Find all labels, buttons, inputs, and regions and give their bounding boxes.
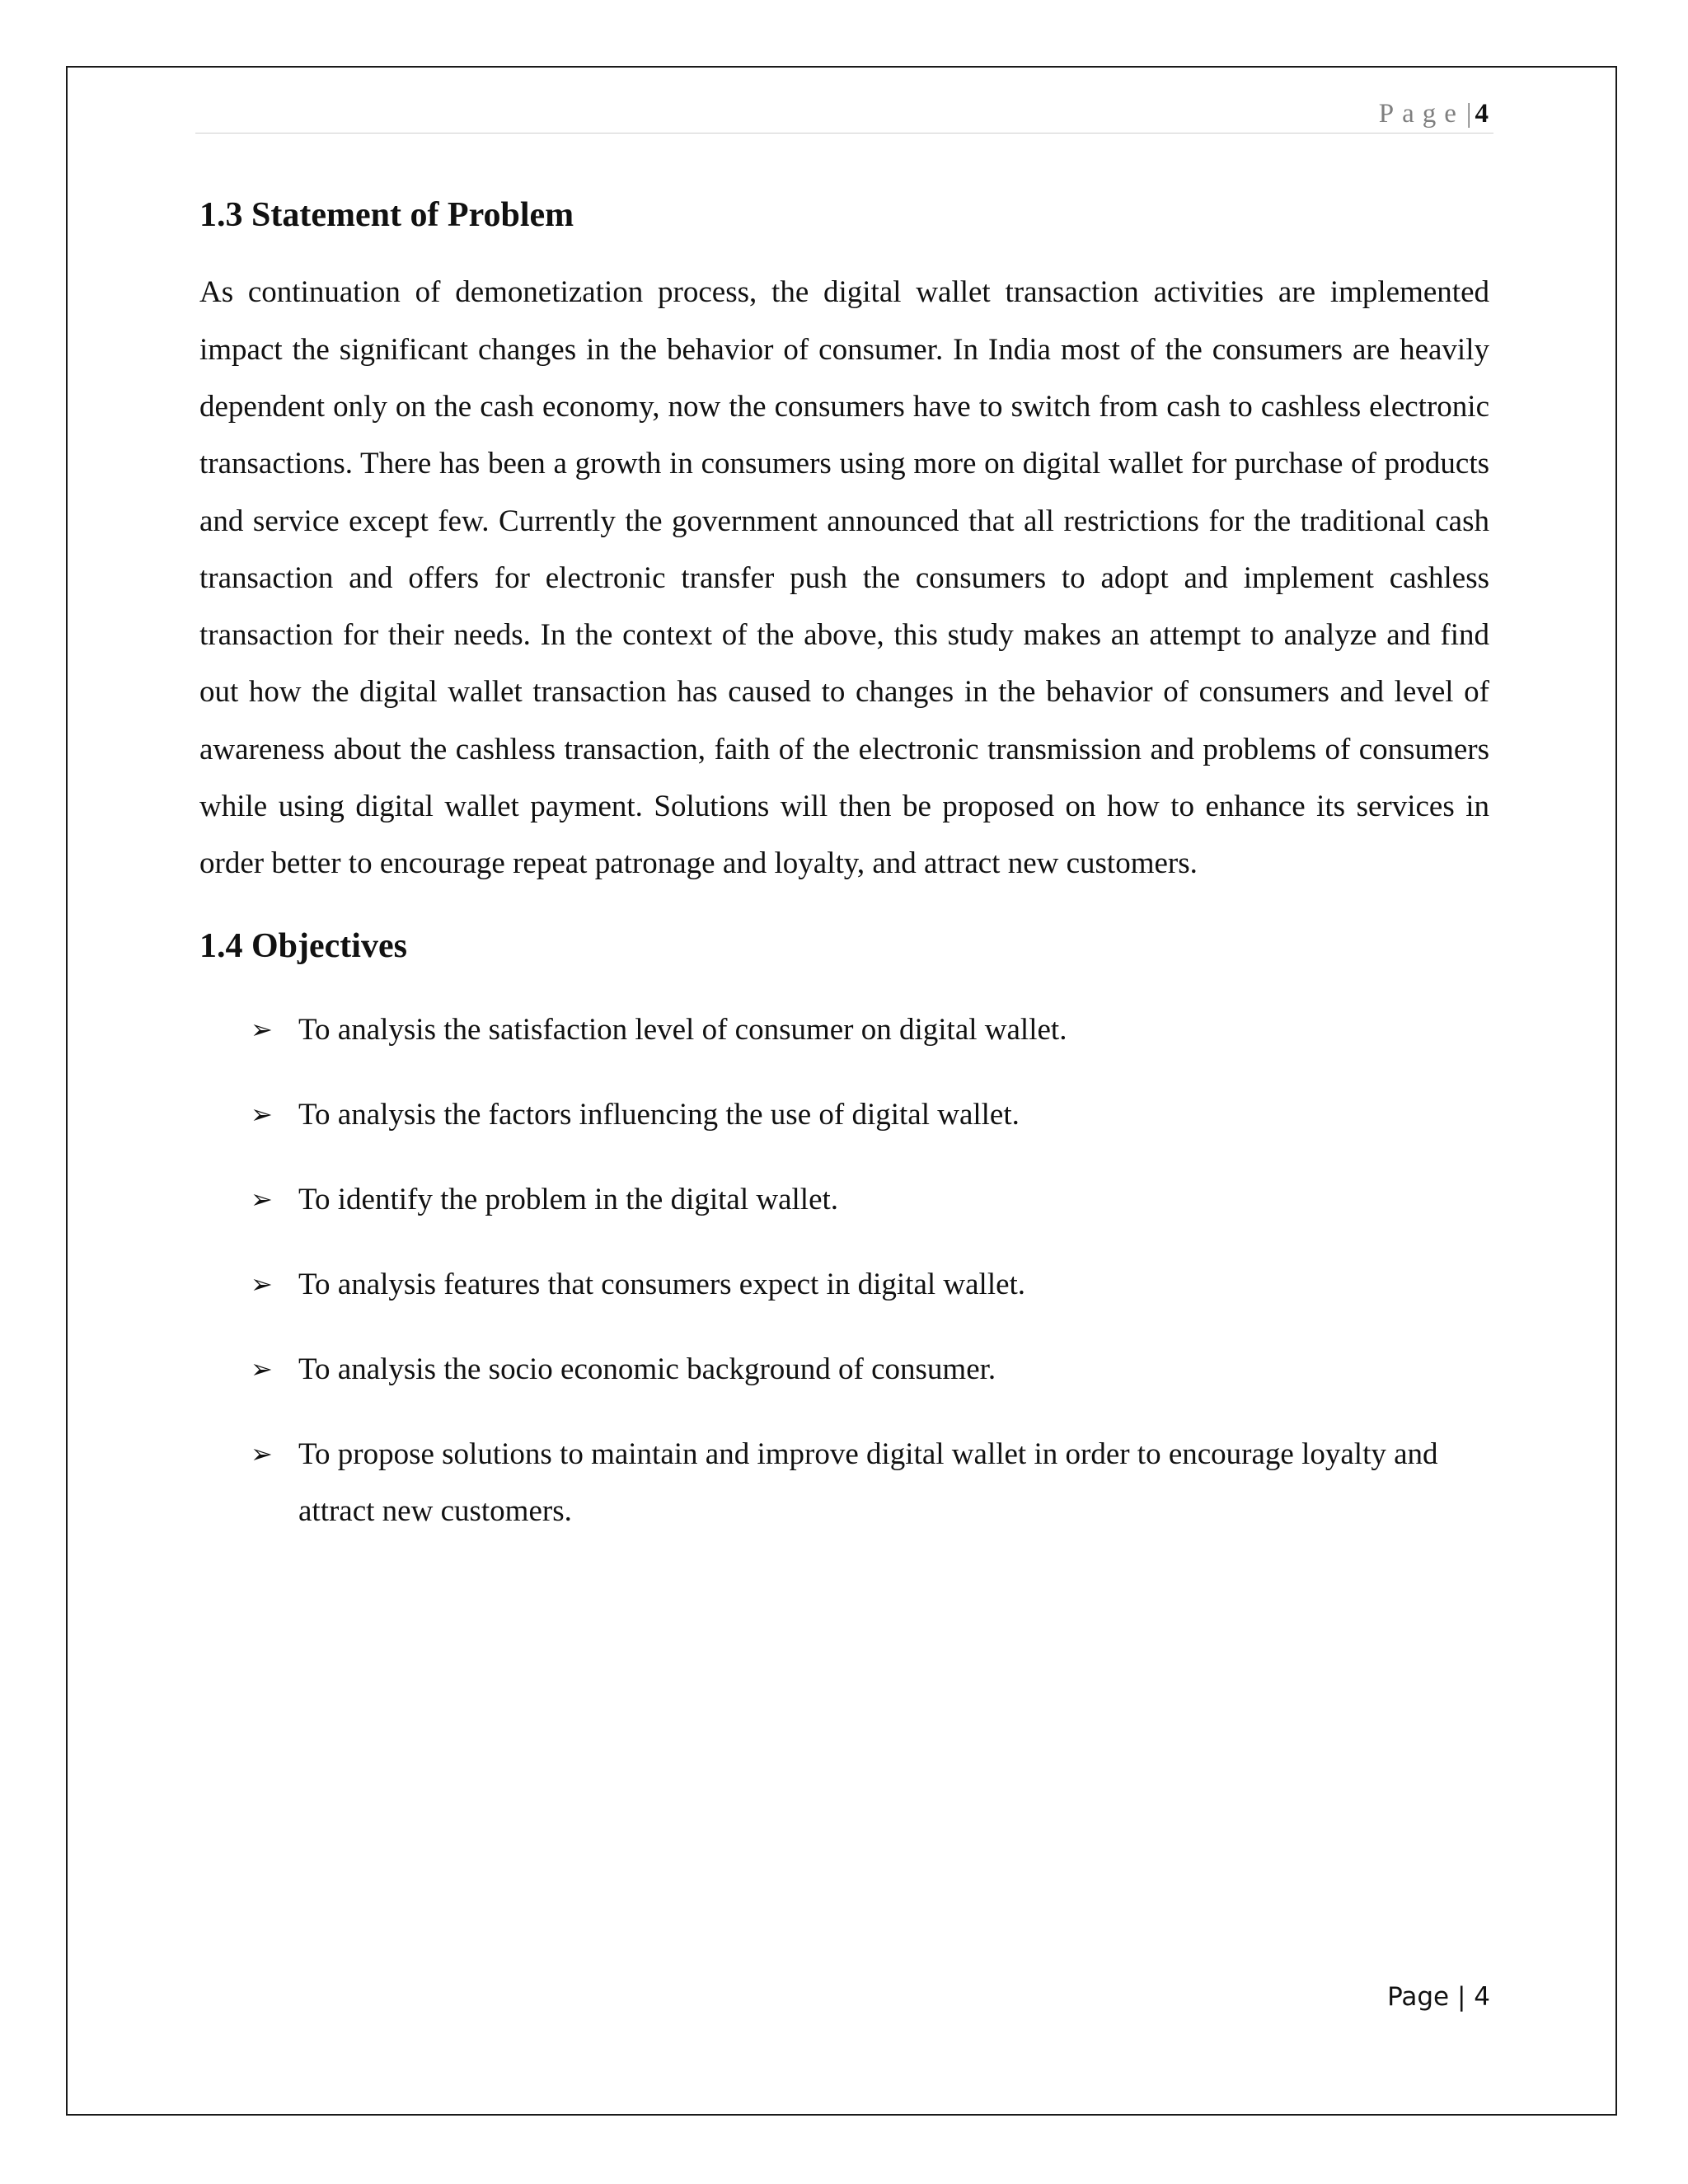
objective-text: To analysis the socio economic background of consumer. — [298, 1352, 996, 1387]
arrow-bullet-icon: ➢ — [251, 1099, 273, 1131]
arrow-bullet-icon: ➢ — [251, 1268, 273, 1301]
header-page-word: Page — [1378, 99, 1465, 129]
list-item — [199, 1086, 1489, 1143]
arrow-bullet-icon: ➢ — [251, 1014, 273, 1046]
list-item — [199, 1001, 1489, 1058]
statement-of-problem-paragraph: As continuation of demonetization process, the digital wallet transaction activities are implemented impact the significant changes in the behavior of consumer. In India most of the consumers are heavily dependent only on the cash economy, now the consumers have to switch from cash to cashless electronic transactions. There has been a growth in consumers using more on digital wallet for purchase of products and service except few. Currently the government announced that all restrictions for the traditional cash transaction and offers for electronic transfer push the consumers to adopt and implement cashless transaction for their needs. In the context of the above, this study makes an attempt to analyze and find out how the digital wallet transaction has caused to changes in the behavior of consumers and level of awareness about the cashless transaction, faith of the electronic transmission and problems of consumers while using digital wallet payment. Solutions will then be proposed on how to enhance its services in order better to encourage repeat patronage and loyalty, and attract new customers. — [199, 275, 1489, 881]
objective-text: To analysis the factors influencing the use of digital wallet. — [298, 1098, 1020, 1132]
list-item — [199, 1426, 1489, 1540]
section-heading-objectives: 1.4 Objectives — [199, 926, 407, 965]
page-content — [199, 194, 1489, 1568]
objective-text: To analysis the satisfaction level of consumer on digital wallet. — [298, 1013, 1067, 1047]
header-number: 4 — [1475, 99, 1489, 129]
header-separator: | — [1465, 99, 1472, 129]
page-footer: Page | 4 — [1387, 1982, 1490, 2012]
arrow-bullet-icon: ➢ — [251, 1438, 273, 1470]
section-heading-statement-of-problem: 1.3 Statement of Problem — [199, 196, 574, 234]
list-item — [199, 1256, 1489, 1313]
list-item — [199, 1341, 1489, 1398]
objectives-list — [199, 1001, 1489, 1540]
arrow-bullet-icon: ➢ — [251, 1183, 273, 1216]
header-page-number — [1379, 101, 1489, 128]
objective-text: To propose solutions to maintain and improve digital wallet in order to encourage loyalty and attract new customers. — [298, 1437, 1438, 1529]
objective-text: To identify the problem in the digital wallet. — [298, 1183, 839, 1217]
objective-text: To analysis features that consumers expect in digital wallet. — [298, 1268, 1026, 1302]
page-header — [195, 97, 1493, 134]
arrow-bullet-icon: ➢ — [251, 1353, 273, 1385]
list-item — [199, 1171, 1489, 1228]
